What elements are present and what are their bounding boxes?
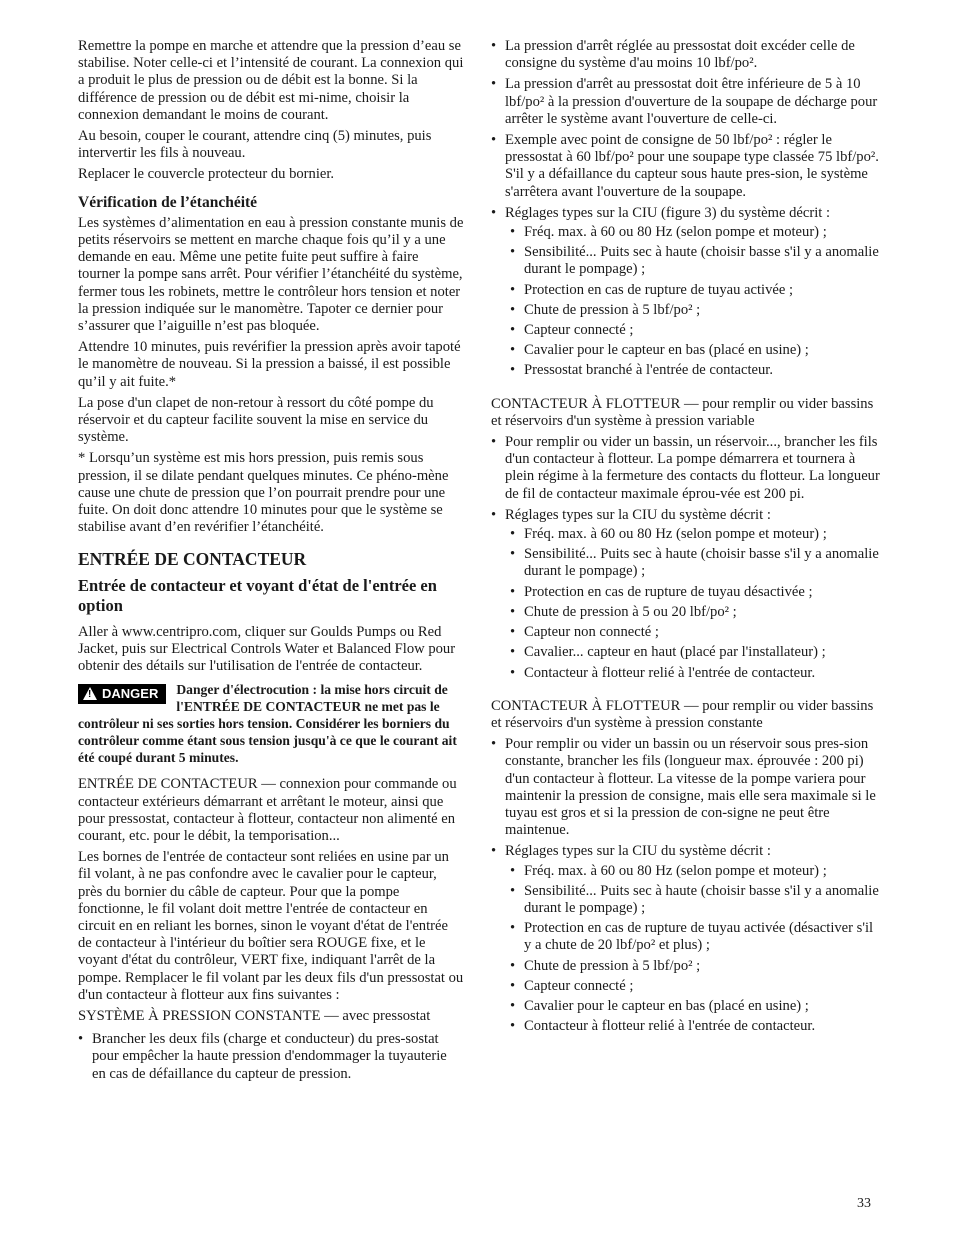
sub-list-item: • Capteur connecté ;: [491, 322, 881, 339]
right-column: [491, 38, 881, 1039]
sub-list-item: • Chute de pression à 5 lbf/po² ;: [491, 302, 881, 319]
heading-leak-check: Vérification de l’étanchéité: [78, 193, 258, 211]
sub-list-item: • Pressostat branché à l'entrée de contacteur.: [491, 362, 881, 379]
paragraph-website: Aller à www.centripro.com, cliquer sur Goulds Pumps ou Red Jacket, puis sur Electrical Controls Water et Balanced Flow pour obtenir des détails sur l'utilisation de l'entrée de contacteur.: [78, 623, 456, 675]
warning-triangle-icon: !: [83, 687, 97, 700]
sub-list-item: • Fréq. max. à 60 ou 80 Hz (selon pompe et moteur) ;: [491, 863, 881, 880]
heading-switch-input: ENTRÉE DE CONTACTEUR: [78, 549, 307, 570]
bullet-list-left: [78, 1031, 464, 1083]
paragraph-footnote: * Lorsqu’un système est mis hors pression, puis remis sous pression, il se dilate pendant quelques minutes. Ce phéno-mène cause une chute de pression que l’on pourrait prendre pour une fuite. On doit donc attendre 10 minutes pour que le système se stabilise avant d’en revérifier l’étanchéité.: [78, 450, 449, 536]
page-number: 33: [857, 1196, 871, 1211]
sub-list-item: • Sensibilité... Puits sec à haute (choisir basse s'il y a anomalie durant le pompage) ;: [491, 883, 881, 917]
list-item: • Pour remplir ou vider un bassin, un réservoir..., brancher les fils d'un contacteur à flotteur. La pompe démarrera et tournera à plein régime à la fermeture des contacts du flotteur. La longueur de fil de contacteur maximale éprou-vée est 200 pi.: [491, 434, 881, 503]
paragraph-replace-cover: Replacer le couvercle protecteur du bornier.: [78, 166, 335, 183]
sub-list-item: • Fréq. max. à 60 ou 80 Hz (selon pompe et moteur) ;: [491, 224, 881, 241]
sub-list-item: • Cavalier pour le capteur en bas (placé en usine) ;: [491, 342, 881, 359]
sub-list-item: • Chute de pression à 5 ou 20 lbf/po² ;: [491, 604, 881, 621]
list-item-label: Réglages types sur la CIU du système décrit :: [505, 506, 771, 523]
sub-list-item: • Cavalier... capteur en haut (placé par l'installateur) ;: [491, 644, 881, 661]
danger-text: Danger d'électrocution : la mise hors circuit de l'ENTRÉE DE CONTACTEUR ne met pas le contrôleur ni ses sorties hors tension. Considérer les borniers du contrôleur comme étant sous tension jusqu'à ce que le courant ait été coupé durant 5 minutes.: [78, 682, 457, 766]
paragraph-leak-check: Les systèmes d’alimentation en eau à pression constante munis de petits réservoirs se mettent en marche chaque fois qu’il y a une demande en eau. Même une petite fuite peut suffire à faire tourner la pompe sans arrêt. Pour vérifier l’étanchéité du système, fermer tous les robinets, mettre le contrôleur hors tension et noter la pression indiquée sur le manomètre. Tapoter ce dernier pour s’assurer que l’aiguille n’est pas bloquée.: [78, 214, 464, 335]
left-column: [78, 38, 464, 1087]
bullet-list-float-variable: [491, 434, 881, 682]
list-item: • La pression d'arrêt au pressostat doit être inférieure de 5 à 10 lbf/po² à la pression d'ouverture de la soupape de décharge pour arrêter le système avant l'ouverture de celle-ci.: [491, 76, 881, 128]
paragraph-float-variable: CONTACTEUR À FLOTTEUR — pour remplir ou vider bassins et réservoirs d'un système à pression variable: [491, 395, 874, 429]
list-item: • Brancher les deux fils (charge et conducteur) du pres-sostat pour empêcher la haute pression d'endommager la tuyauterie en cas de défaillance du capteur de pression.: [78, 1031, 464, 1083]
paragraph-restart-pump: Remettre la pompe en marche et attendre que la pression d’eau se stabilise. Noter celle-ci et l’intensité de courant. La connexion qui a produit le plus de pression ou de débit est la bonne. Si la différence de pression ou de débit est mi-nime, choisir la connexion demandant le moins de courant.: [78, 38, 464, 123]
paragraph-swap-wires: Au besoin, couper le courant, attendre cinq (5) minutes, puis intervertir les fils à nouveau.: [78, 128, 432, 162]
danger-notice: [78, 681, 464, 766]
list-item-label: Réglages types sur la CIU du système décrit :: [505, 843, 771, 860]
sub-list-settings-3: [505, 863, 881, 1036]
paragraph-wait-10-min: Attendre 10 minutes, puis revérifier la pression après avoir tapoté le manomètre de nouveau. Si la pression a baissé, il est possible qu’il y ait fuite.*: [78, 339, 461, 390]
sub-list-item: • Capteur non connecté ;: [491, 624, 881, 641]
sub-list-item: • Protection en cas de rupture de tuyau activée (désactiver s'il y a chute de 20 lbf/po² et plus) ;: [491, 920, 881, 954]
list-item: • Exemple avec point de consigne de 50 lbf/po² : régler le pressostat à 60 lbf/po² pour une soupape type classée 75 lbf/po². S'il y a défaillance du capteur sous haute pres-sion, le système s'arrêtera avant l'ouverture de la soupape.: [491, 132, 881, 201]
list-item: • La pression d'arrêt réglée au pressostat doit excéder celle de consigne du système d'au moins 10 lbf/po².: [491, 38, 881, 72]
danger-label: DANGER: [102, 686, 159, 702]
sub-list-item: • Chute de pression à 5 lbf/po² ;: [491, 958, 881, 975]
paragraph-constant-pressure: SYSTÈME À PRESSION CONSTANTE — avec pressostat: [78, 1007, 431, 1024]
list-item: • Pour remplir ou vider un bassin ou un réservoir sous pres-sion constante, brancher les fils (longueur max. éprouvée : 200 pi) d'un contacteur à flotteur. La vitesse de la pompe variera pour maintenir la pression de consigne, mais elle sera maximale si le tuyau est gros et si la pression de con-signe ne peut être maintenue.: [491, 736, 881, 839]
sub-list-item: • Contacteur à flotteur relié à l'entrée de contacteur.: [491, 665, 881, 682]
sub-list-item: • Sensibilité... Puits sec à haute (choisir basse s'il y a anomalie durant le pompage) ;: [491, 244, 881, 278]
bullet-list-pressure-switch: [491, 38, 881, 380]
sub-list-item: • Capteur connecté ;: [491, 978, 881, 995]
sub-list-settings-1: [505, 224, 881, 380]
paragraph-jumper-wire: Les bornes de l'entrée de contacteur sont reliées en usine par un fil volant, à ne pas confondre avec le cavalier pour le capteur, près du bornier du câble de capteur. Pour que la pompe fonctionne, le fil volant doit mettre l'entrée de contacteur en circuit en en reliant les bornes, sinon le voyant d'état de l'entrée de contacteur à l'intérieur du boîtier sera ROUGE fixe, et le voyant d'état du contrôleur, VERT fixe, indiquant l'arrêt de la pompe. Remplacer le fil volant par les deux fils d'un pressostat ou d'un contacteur à flotteur aux fins suivantes :: [78, 849, 464, 1003]
list-item: [491, 843, 881, 1035]
sub-list-item: • Protection en cas de rupture de tuyau désactivée ;: [491, 584, 881, 601]
list-item: [491, 507, 881, 682]
list-item-label: Réglages types sur la CIU (figure 3) du système décrit :: [505, 204, 831, 221]
paragraph-check-valve: La pose d'un clapet de non-retour à ressort du côté pompe du réservoir et du capteur facilite souvent la mise en service du système.: [78, 394, 434, 446]
subheading-switch-input: Entrée de contacteur et voyant d'état de l'entrée en option: [78, 575, 437, 615]
sub-list-item: • Fréq. max. à 60 ou 80 Hz (selon pompe et moteur) ;: [491, 526, 881, 543]
bullet-list-float-constant: [491, 736, 881, 1035]
danger-badge: [78, 684, 166, 704]
sub-list-item: • Contacteur à flotteur relié à l'entrée de contacteur.: [491, 1018, 881, 1035]
sub-list-item: • Protection en cas de rupture de tuyau activée ;: [491, 282, 881, 299]
list-item: [491, 205, 881, 380]
sub-list-item: • Sensibilité... Puits sec à haute (choisir basse s'il y a anomalie durant le pompage) ;: [491, 546, 881, 580]
sub-list-item: • Cavalier pour le capteur en bas (placé en usine) ;: [491, 998, 881, 1015]
paragraph-float-constant: CONTACTEUR À FLOTTEUR — pour remplir ou vider bassins et réservoirs d'un système à pression constante: [491, 697, 874, 731]
sub-list-settings-2: [505, 526, 881, 682]
paragraph-switch-input-def: ENTRÉE DE CONTACTEUR — connexion pour commande ou contacteur extérieurs démarrant et arrêtant le moteur, ainsi que pour pressostat, contacteur à flotteur, contacteur non alimenté en courant, etc. pour le débit, la temporisation...: [78, 776, 457, 844]
